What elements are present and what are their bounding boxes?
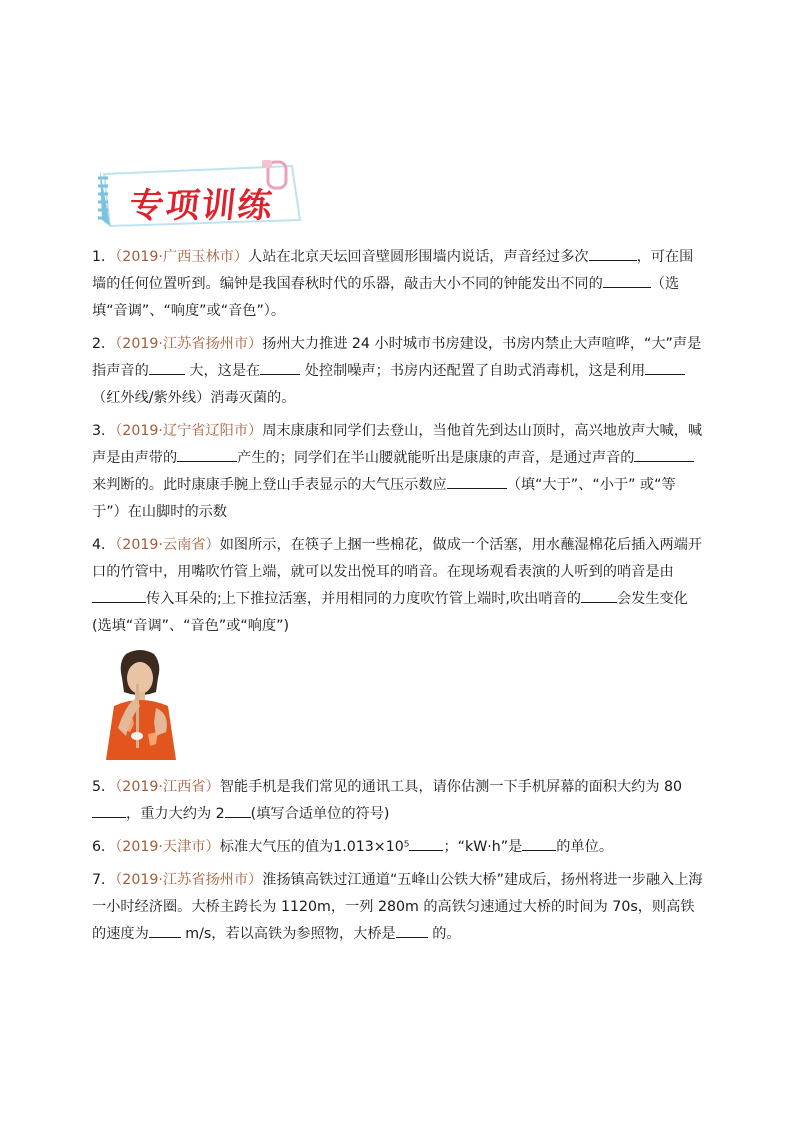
question-source: （2019·云南省） bbox=[115, 537, 220, 553]
question-5 bbox=[92, 774, 704, 828]
answer-blank[interactable] bbox=[634, 447, 694, 462]
question-text: （填“大于”、“小于” 或“等于”）在山脚时的示数 bbox=[92, 477, 676, 520]
question-text: 产生的；同学们在半山腰就能听出是康康的声音，是通过声音的 bbox=[237, 450, 635, 466]
question-number: 1． bbox=[92, 249, 116, 265]
question-text: 如图所示，在筷子上捆一些棉花，做成一个活塞，用水蘸湿棉花后插入两端开口的竹管中，用嘴吹竹管上端，就可以发出悦耳的哨音。在现场观看表演的人听到的哨音是由 bbox=[92, 537, 703, 580]
question-source: （2019·天津市） bbox=[115, 839, 220, 855]
answer-blank[interactable] bbox=[396, 923, 428, 938]
answer-blank[interactable] bbox=[589, 246, 637, 261]
question-text: 处控制噪声；书房内还配置了自助式消毒机，这是利用 bbox=[300, 363, 646, 379]
answer-blank[interactable] bbox=[603, 273, 651, 288]
answer-blank[interactable] bbox=[149, 923, 181, 938]
answer-blank[interactable] bbox=[149, 360, 185, 375]
question-number: 4． bbox=[92, 537, 116, 553]
question-text: 人站在北京天坛回音壁圆形围墙内说话，声音经过多次 bbox=[248, 249, 589, 265]
question-text: 淮扬镇高铁过江通道“五峰山公铁大桥”建成后，扬州将进一步融入上海一小时经济圈。大桥主跨长为 1120m，一列 280m 的高铁匀速通过大桥的时间为 70s，则高铁的速度为 bbox=[92, 872, 703, 942]
question-3 bbox=[92, 418, 704, 526]
question-text: 的。 bbox=[427, 926, 461, 942]
question-text: 的单位。 bbox=[556, 839, 614, 855]
question-source: （2019·辽宁省辽阳市） bbox=[115, 423, 263, 439]
question-text: ；“kW·h”是 bbox=[443, 839, 523, 855]
question-source: （2019·江苏省扬州市） bbox=[115, 872, 263, 888]
answer-blank[interactable] bbox=[92, 803, 126, 818]
question-text: 来判断的。此时康康手腕上登山手表显示的大气压示数应 bbox=[92, 477, 447, 493]
answer-blank[interactable] bbox=[409, 836, 443, 851]
question-source: （2019·江西省） bbox=[115, 779, 220, 795]
question-6 bbox=[92, 834, 704, 861]
answer-blank[interactable] bbox=[581, 588, 617, 603]
question-text: （选填“音调”、“响度”或“音色”）。 bbox=[92, 276, 680, 319]
question-text: （红外线/紫外线）消毒灭菌的。 bbox=[92, 390, 296, 406]
question-text: 标准大气压的值为1.013×10⁵ bbox=[219, 839, 410, 855]
bamboo-whistle-photo bbox=[96, 648, 184, 760]
question-source: （2019·广西玉林市） bbox=[115, 249, 249, 265]
answer-blank[interactable] bbox=[522, 836, 556, 851]
answer-blank[interactable] bbox=[447, 474, 507, 489]
question-text: 传入耳朵的;上下推拉活塞，并用相同的力度吹竹管上端时,吹出哨音的 bbox=[146, 591, 581, 607]
question-list bbox=[92, 244, 704, 954]
question-text: ，重力大约为 2 bbox=[126, 806, 225, 822]
question-text: 扬州大力推进 24 小时城市书房建设，书房内禁止大声喧哗，“大”声是指声音的 bbox=[92, 336, 702, 379]
question-source: （2019·江苏省扬州市） bbox=[115, 336, 263, 352]
woman-playing-whistle-icon bbox=[96, 648, 184, 760]
question-text: 周末康康和同学们去登山，当他首先到达山顶时，高兴地放声大喊，喊声是由声带的 bbox=[92, 423, 703, 466]
question-7 bbox=[92, 867, 704, 948]
section-banner bbox=[96, 160, 308, 230]
question-text: ，可在围墙的任何位置听到。编钟是我国春秋时代的乐器，敲击大小不同的钟能发出不同的 bbox=[92, 249, 694, 292]
question-number: 5． bbox=[92, 779, 116, 795]
question-4 bbox=[92, 532, 704, 640]
question-text: m/s，若以高铁为参照物，大桥是 bbox=[180, 926, 396, 942]
question-text: 会发生变化(选填“音调”、“音色”或“响度”) bbox=[92, 591, 688, 634]
question-text: 大，这是在 bbox=[184, 363, 261, 379]
question-number: 2． bbox=[92, 336, 116, 352]
question-2 bbox=[92, 331, 704, 412]
answer-blank[interactable] bbox=[225, 803, 251, 818]
answer-blank[interactable] bbox=[92, 588, 146, 603]
question-text: 智能手机是我们常见的通讯工具，请你估测一下手机屏幕的面积大约为 80 bbox=[219, 779, 683, 795]
answer-blank[interactable] bbox=[177, 447, 237, 462]
banner-title: 专项训练 bbox=[127, 186, 276, 226]
question-number: 7． bbox=[92, 872, 116, 888]
answer-blank[interactable] bbox=[260, 360, 300, 375]
question-number: 6． bbox=[92, 839, 116, 855]
question-text: (填写合适单位的符号) bbox=[250, 806, 390, 822]
question-number: 3． bbox=[92, 423, 116, 439]
question-1 bbox=[92, 244, 704, 325]
answer-blank[interactable] bbox=[645, 360, 685, 375]
